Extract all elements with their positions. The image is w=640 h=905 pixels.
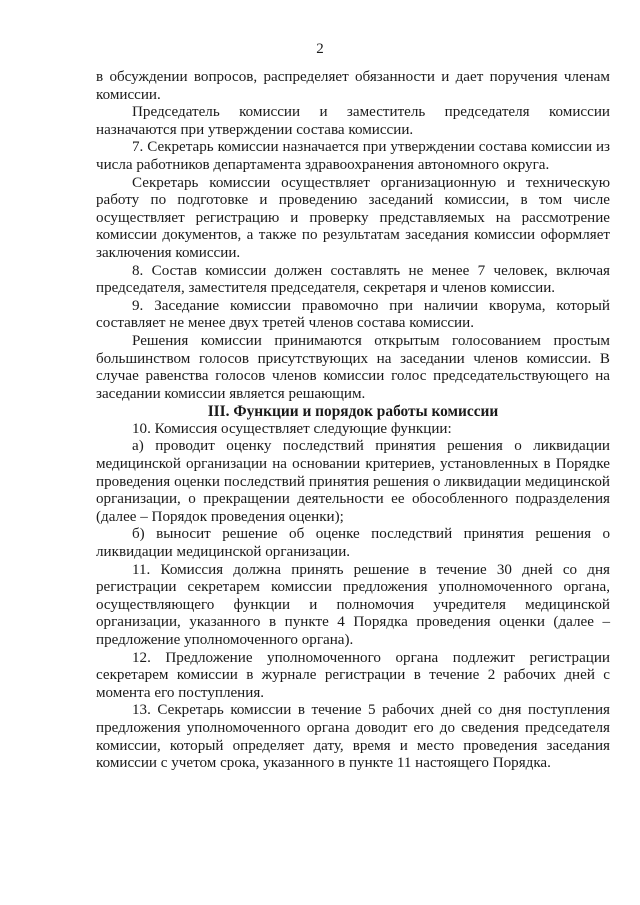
section-heading: III. Функции и порядок работы комиссии bbox=[207, 403, 499, 421]
paragraph: 12. Предложение уполномоченного органа подлежит регистрации секретарем комиссии в журнале регистрации в течение 2 рабочих дней с момента его поступления. bbox=[96, 649, 610, 701]
paragraph: 8. Состав комиссии должен составлять не менее 7 человек, включая председателя, заместителя председателя, секретаря и членов комиссии. bbox=[96, 262, 610, 297]
paragraph: а) проводит оценку последствий принятия решения о ликвидации медицинской организации на основании критериев, установленных в Порядке проведения оценки последствий принятия решения о ликвидации медицинской организации, о прекращении деятельности ее обособленного подразделения (далее – Порядок проведения оценки); bbox=[96, 438, 610, 525]
page-number: 2 bbox=[316, 41, 324, 57]
paragraph: Секретарь комиссии осуществляет организационную и техническую работу по подготовке и проведению заседаний комиссии, в том числе осуществляет регистрацию и проверку представляемых на рассмотрение комиссии документов, а также по результатам заседания комиссии оформляет заключения комиссии. bbox=[96, 174, 610, 261]
paragraph: 7. Секретарь комиссии назначается при утверждении состава комиссии из числа работников департамента здравоохранения автономного округа. bbox=[96, 139, 610, 173]
paragraph: 13. Секретарь комиссии в течение 5 рабочих дней со дня поступления предложения уполномоченного органа доводит его до сведения председателя комиссии, который определяет дату, время и место проведения заседания комиссии с учетом срока, указанного в пункте 11 настоящего Порядка. bbox=[96, 702, 610, 772]
paragraph: в обсуждении вопросов, распределяет обязанности и дает поручения членам комиссии. bbox=[96, 69, 610, 103]
paragraph: 10. Комиссия осуществляет следующие функции: bbox=[132, 420, 452, 437]
paragraph: б) выносит решение об оценке последствий принятия решения о ликвидации медицинской организации. bbox=[96, 526, 610, 561]
paragraph: Председатель комиссии и заместитель председателя комиссии назначаются при утверждении состава комиссии. bbox=[96, 104, 610, 138]
paragraph: 9. Заседание комиссии правомочно при наличии кворума, который составляет не менее двух третей членов состава комиссии. bbox=[96, 297, 610, 332]
paragraph: Решения комиссии принимаются открытым голосованием простым большинством голосов присутствующих на заседании членов комиссии. В случае равенства голосов членов комиссии голос председательствующего на заседании комиссии является решающим. bbox=[96, 332, 610, 402]
document-body bbox=[96, 69, 610, 773]
paragraph: 11. Комиссия должна принять решение в течение 30 дней со дня регистрации секретарем комиссии предложения уполномоченного органа, осуществляющего функции и полномочия учредителя медицинской организации, указанного в пункте 4 Порядка проведения оценки (далее – предложение уполномоченного органа). bbox=[96, 561, 610, 648]
